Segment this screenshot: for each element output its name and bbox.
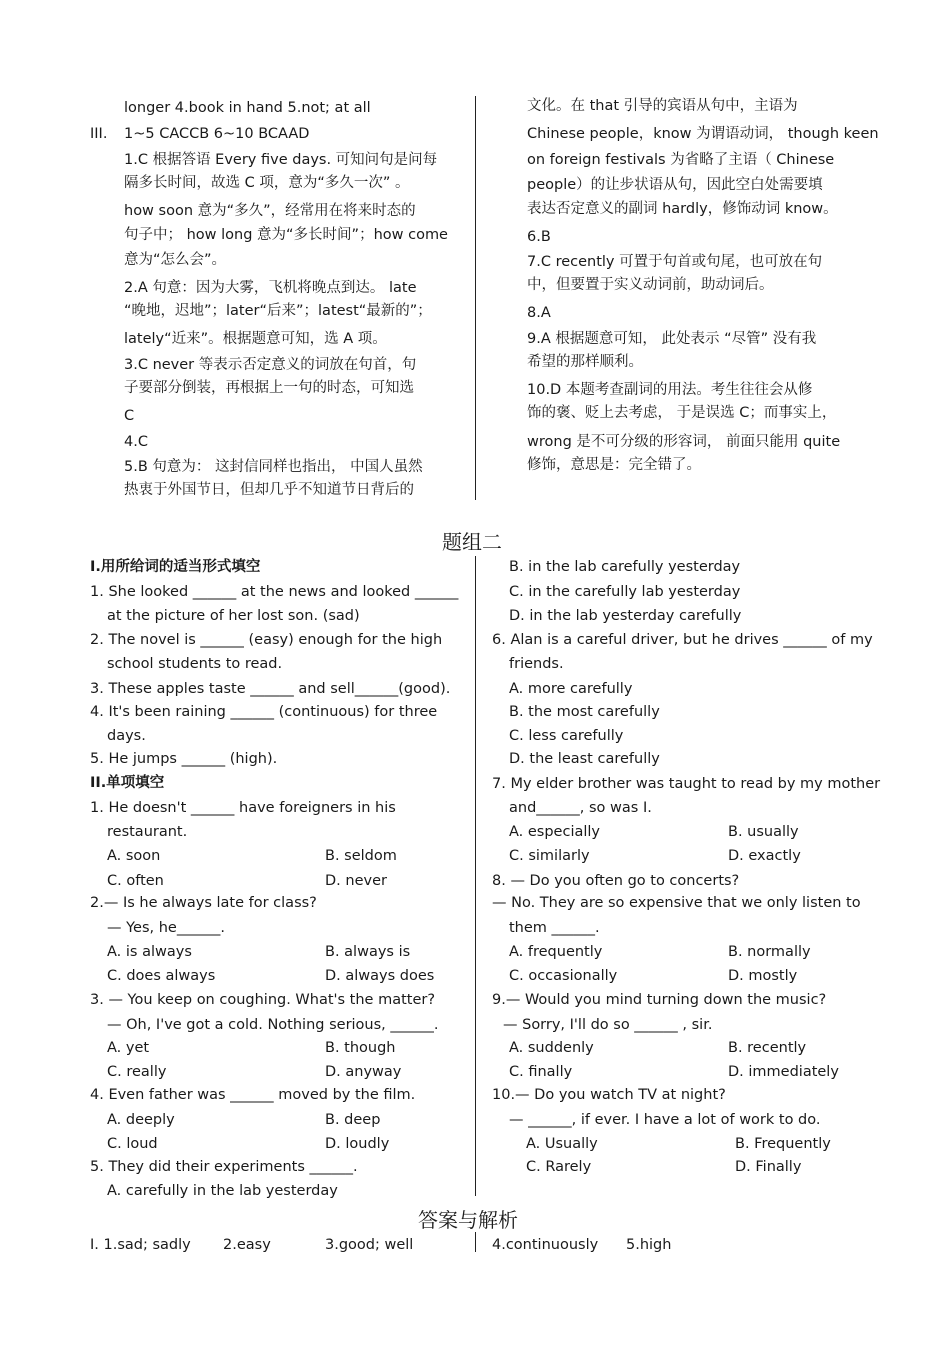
option: C. in the carefully lab yesterday <box>509 584 741 600</box>
option: B. usually <box>728 824 799 840</box>
part1-title: I.用所给词的适当形式填空 <box>90 559 261 575</box>
answer-line: 5.B 句意为： 这封信同样也指出， 中国人虽然 <box>124 459 423 475</box>
option: C. similarly <box>509 848 590 864</box>
option: A. deeply <box>107 1112 175 1128</box>
answer-item: 3.good; well <box>325 1237 414 1253</box>
question-line: — Oh, I've got a cold. Nothing serious, ______. <box>107 1017 439 1033</box>
answer-line: 1.C 根据答语 Every five days. 可知问句是问每 <box>124 152 438 168</box>
answer-item: 5.high <box>626 1237 672 1253</box>
option: A. Usually <box>526 1136 598 1152</box>
option: B. though <box>325 1040 396 1056</box>
column-divider <box>475 1232 476 1252</box>
option: D. never <box>325 873 387 889</box>
question-line: 5. They did their experiments ______. <box>90 1159 358 1175</box>
answer-line: Chinese people，know 为谓语动词， though keen <box>527 126 879 142</box>
option: D. mostly <box>728 968 798 984</box>
question-line: days. <box>107 728 146 744</box>
answer-line: wrong 是不可分级的形容词， 前面只能用 quite <box>527 434 841 450</box>
question-line: 3. — You keep on coughing. What's the matter? <box>90 992 436 1008</box>
question-line: 3. These apples taste ______ and sell______(good). <box>90 681 451 697</box>
answer-line: 表达否定意义的副词 hardly，修饰动词 know。 <box>527 201 838 217</box>
question-line: — Yes, he______. <box>107 920 225 936</box>
question-line: 9.— Would you mind turning down the music? <box>492 992 827 1008</box>
answer-line: 希望的那样顺利。 <box>527 354 643 370</box>
answer-line: 文化。在 that 引导的宾语从句中，主语为 <box>527 98 798 114</box>
answer-item: 2.easy <box>223 1237 271 1253</box>
section-marker: III. <box>90 126 108 142</box>
answer-line: 4.C <box>124 434 148 450</box>
answer-line: people）的让步状语从句，因此空白处需要填 <box>527 177 823 193</box>
option: B. normally <box>728 944 811 960</box>
answer-line: 修饰，意思是：完全错了。 <box>527 457 701 473</box>
option: D. in the lab yesterday carefully <box>509 608 742 624</box>
question-line: 2.— Is he always late for class? <box>90 895 317 911</box>
answer-line: 7.C recently 可置于句首或句尾，也可放在句 <box>527 254 823 270</box>
option: D. Finally <box>735 1159 802 1175</box>
option: D. the least carefully <box>509 751 660 767</box>
option: B. Frequently <box>735 1136 831 1152</box>
question-line: 8. — Do you often go to concerts? <box>492 873 740 889</box>
question-line: 7. My elder brother was taught to read by my mother <box>492 776 881 792</box>
answer-item: 4.continuously <box>492 1237 599 1253</box>
option: A. suddenly <box>509 1040 594 1056</box>
option: D. anyway <box>325 1064 402 1080</box>
question-line: 4. Even father was ______ moved by the film. <box>90 1087 416 1103</box>
question-line: 1. He doesn't ______ have foreigners in his <box>90 800 396 816</box>
answer-line: 隔多长时间，故选 C 项，意为“多久一次” 。 <box>124 175 410 191</box>
option: A. frequently <box>509 944 603 960</box>
option: D. immediately <box>728 1064 839 1080</box>
option: C. Rarely <box>526 1159 592 1175</box>
answer-line: 8.A <box>527 305 551 321</box>
answer-line: 意为“怎么会”。 <box>124 252 227 268</box>
option: C. really <box>107 1064 167 1080</box>
answer-line: “晚地，迟地”；later“后来”；latest“最新的”； <box>124 303 432 319</box>
answer-line: on foreign festivals 为省略了主语（ Chinese <box>527 152 835 168</box>
option: A. especially <box>509 824 601 840</box>
answer-line: how soon 意为“多久”，经常用在将来时态的 <box>124 203 416 219</box>
option: C. often <box>107 873 164 889</box>
column-divider <box>475 96 476 500</box>
section-title: 题组二 <box>442 530 502 554</box>
question-line: school students to read. <box>107 656 283 672</box>
answer-line: 子要部分倒装，再根据上一句的时态，可知选 <box>124 380 414 396</box>
question-line: — No. They are so expensive that we only listen to <box>492 895 861 911</box>
option: C. occasionally <box>509 968 618 984</box>
option: B. recently <box>728 1040 807 1056</box>
option: A. is always <box>107 944 192 960</box>
question-line: them ______. <box>509 920 600 936</box>
option: A. carefully in the lab yesterday <box>107 1183 338 1199</box>
question-line: 6. Alan is a careful driver, but he drives ______ of my <box>492 632 873 648</box>
option: D. exactly <box>728 848 801 864</box>
option: B. always is <box>325 944 411 960</box>
answer-item: I. 1.sad; sadly <box>90 1237 191 1253</box>
answer-line: 热衷于外国节日，但却几乎不知道节日背后的 <box>124 482 414 498</box>
option: D. always does <box>325 968 435 984</box>
answer-line: 句子中； how long 意为“多长时间”；how come <box>124 227 448 243</box>
option: A. soon <box>107 848 161 864</box>
answers-title: 答案与解析 <box>418 1208 518 1232</box>
answer-line: 9.A 根据题意可知， 此处表示 “尽管” 没有我 <box>527 331 817 347</box>
answer-line: 2.A 句意：因为大雾，飞机将晚点到达。 late <box>124 280 417 296</box>
option: D. loudly <box>325 1136 390 1152</box>
option: C. loud <box>107 1136 158 1152</box>
column-divider <box>475 556 476 1196</box>
answer-line: 1~5 CACCB 6~10 BCAAD <box>124 126 310 142</box>
option: C. less carefully <box>509 728 624 744</box>
question-line: — ______, if ever. I have a lot of work to do. <box>509 1112 821 1128</box>
option: B. the most carefully <box>509 704 660 720</box>
option: C. finally <box>509 1064 573 1080</box>
question-line: friends. <box>509 656 564 672</box>
option: B. in the lab carefully yesterday <box>509 559 741 575</box>
answer-line: 饰的褒、贬上去考虑， 于是误选 C；而事实上， <box>527 405 837 421</box>
option: B. deep <box>325 1112 381 1128</box>
option: C. does always <box>107 968 216 984</box>
question-line: 1. She looked ______ at the news and looked ______ <box>90 584 459 600</box>
question-line: and______, so was I. <box>509 800 652 816</box>
question-line: 4. It's been raining ______ (continuous) for three <box>90 704 438 720</box>
question-line: 5. He jumps ______ (high). <box>90 751 278 767</box>
answer-line: 6.B <box>527 229 551 245</box>
answer-line: longer 4.book in hand 5.not; at all <box>124 100 371 116</box>
question-line: at the picture of her lost son. (sad) <box>107 608 360 624</box>
question-line: 2. The novel is ______ (easy) enough for the high <box>90 632 443 648</box>
option: A. yet <box>107 1040 150 1056</box>
answer-line: C <box>124 408 135 424</box>
answer-line: 10.D 本题考查副词的用法。考生往往会从修 <box>527 382 813 398</box>
answer-line: 3.C never 等表示否定意义的词放在句首，句 <box>124 357 417 373</box>
answer-line: lately“近来”。根据题意可知，选 A 项。 <box>124 331 387 347</box>
question-line: restaurant. <box>107 824 188 840</box>
answer-line: 中，但要置于实义动词前，助动词后。 <box>527 277 774 293</box>
question-line: 10.— Do you watch TV at night? <box>492 1087 726 1103</box>
question-line: — Sorry, I'll do so ______ , sir. <box>503 1017 713 1033</box>
option: A. more carefully <box>509 681 633 697</box>
option: B. seldom <box>325 848 397 864</box>
part2-title: II.单项填空 <box>90 775 165 791</box>
